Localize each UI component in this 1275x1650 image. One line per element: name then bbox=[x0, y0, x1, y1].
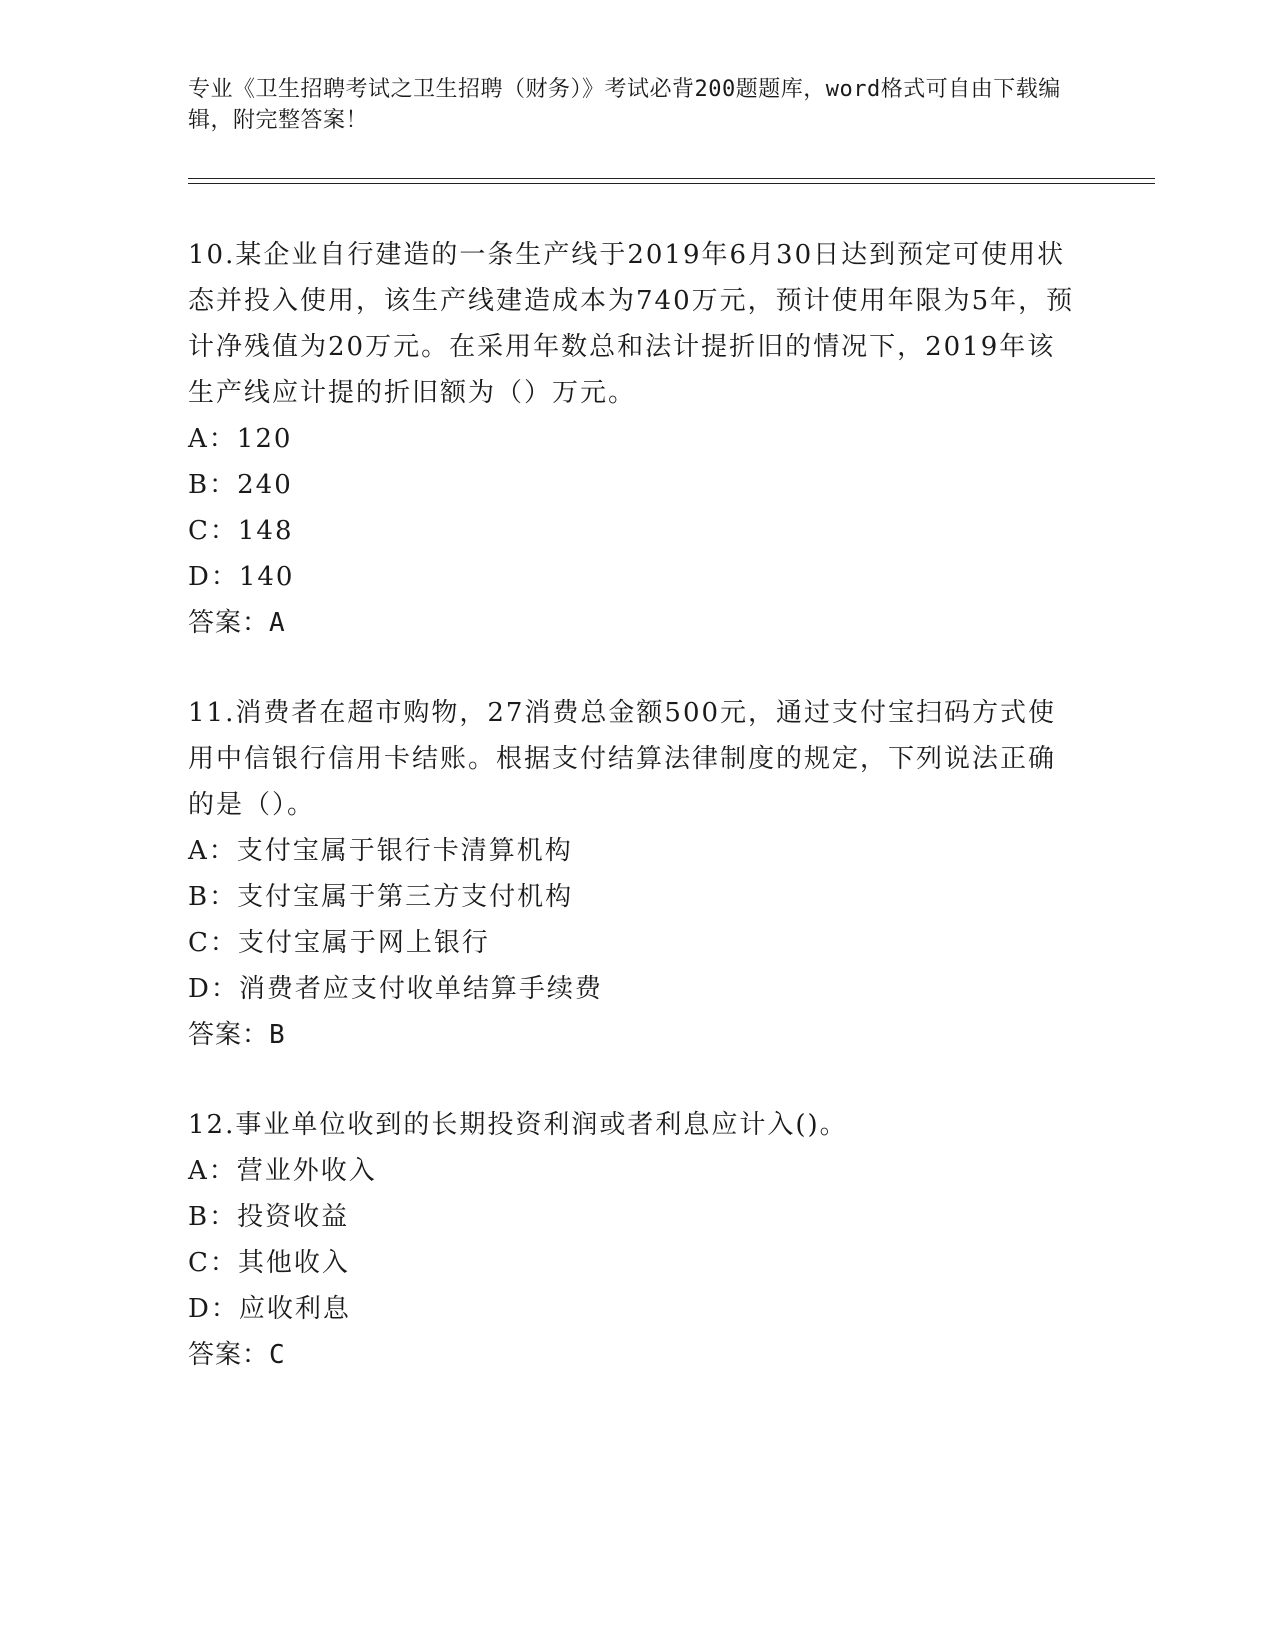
header-description: 专业《卫生招聘考试之卫生招聘（财务）》考试必背200题题库，word格式可自由下载编辑，附完整答案！ bbox=[188, 77, 1061, 133]
option-a: A：120 bbox=[188, 424, 293, 454]
answer: 答案：C bbox=[188, 1340, 286, 1370]
header-rule-bottom bbox=[188, 183, 1155, 184]
answer: 答案：A bbox=[188, 608, 286, 638]
option-c: C：148 bbox=[188, 516, 294, 546]
question-stem: 11.消费者在超市购物，27消费总金额500元，通过支付宝扫码方式使用中信银行信用卡结账。根据支付结算法律制度的规定，下列说法正确的是（）。 bbox=[188, 698, 1057, 820]
question-stem: 10.某企业自行建造的一条生产线于2019年6月30日达到预定可使用状态并投入使用，该生产线建造成本为740万元，预计使用年限为5年，预计净残值为20万元。在采用年数总和法计提折旧的情况下，2019年该生产线应计提的折旧额为（）万元。 bbox=[188, 240, 1075, 408]
option-b: B：支付宝属于第三方支付机构 bbox=[188, 882, 574, 912]
option-b: B：投资收益 bbox=[188, 1202, 350, 1232]
question-12 bbox=[188, 1102, 1088, 1378]
option-b: B：240 bbox=[188, 470, 293, 500]
option-a: A：营业外收入 bbox=[188, 1156, 377, 1186]
option-c: C：其他收入 bbox=[188, 1248, 350, 1278]
option-d: D：应收利息 bbox=[188, 1294, 351, 1324]
question-10 bbox=[188, 232, 1088, 646]
header-rule-top bbox=[188, 178, 1155, 179]
question-list bbox=[188, 232, 1088, 1422]
option-a: A：支付宝属于银行卡清算机构 bbox=[188, 836, 573, 866]
question-11 bbox=[188, 690, 1088, 1058]
question-stem: 12.事业单位收到的长期投资利润或者利息应计入()。 bbox=[188, 1110, 848, 1140]
option-c: C：支付宝属于网上银行 bbox=[188, 928, 490, 958]
option-d: D：消费者应支付收单结算手续费 bbox=[188, 974, 603, 1004]
answer: 答案：B bbox=[188, 1020, 286, 1050]
option-d: D：140 bbox=[188, 562, 295, 592]
